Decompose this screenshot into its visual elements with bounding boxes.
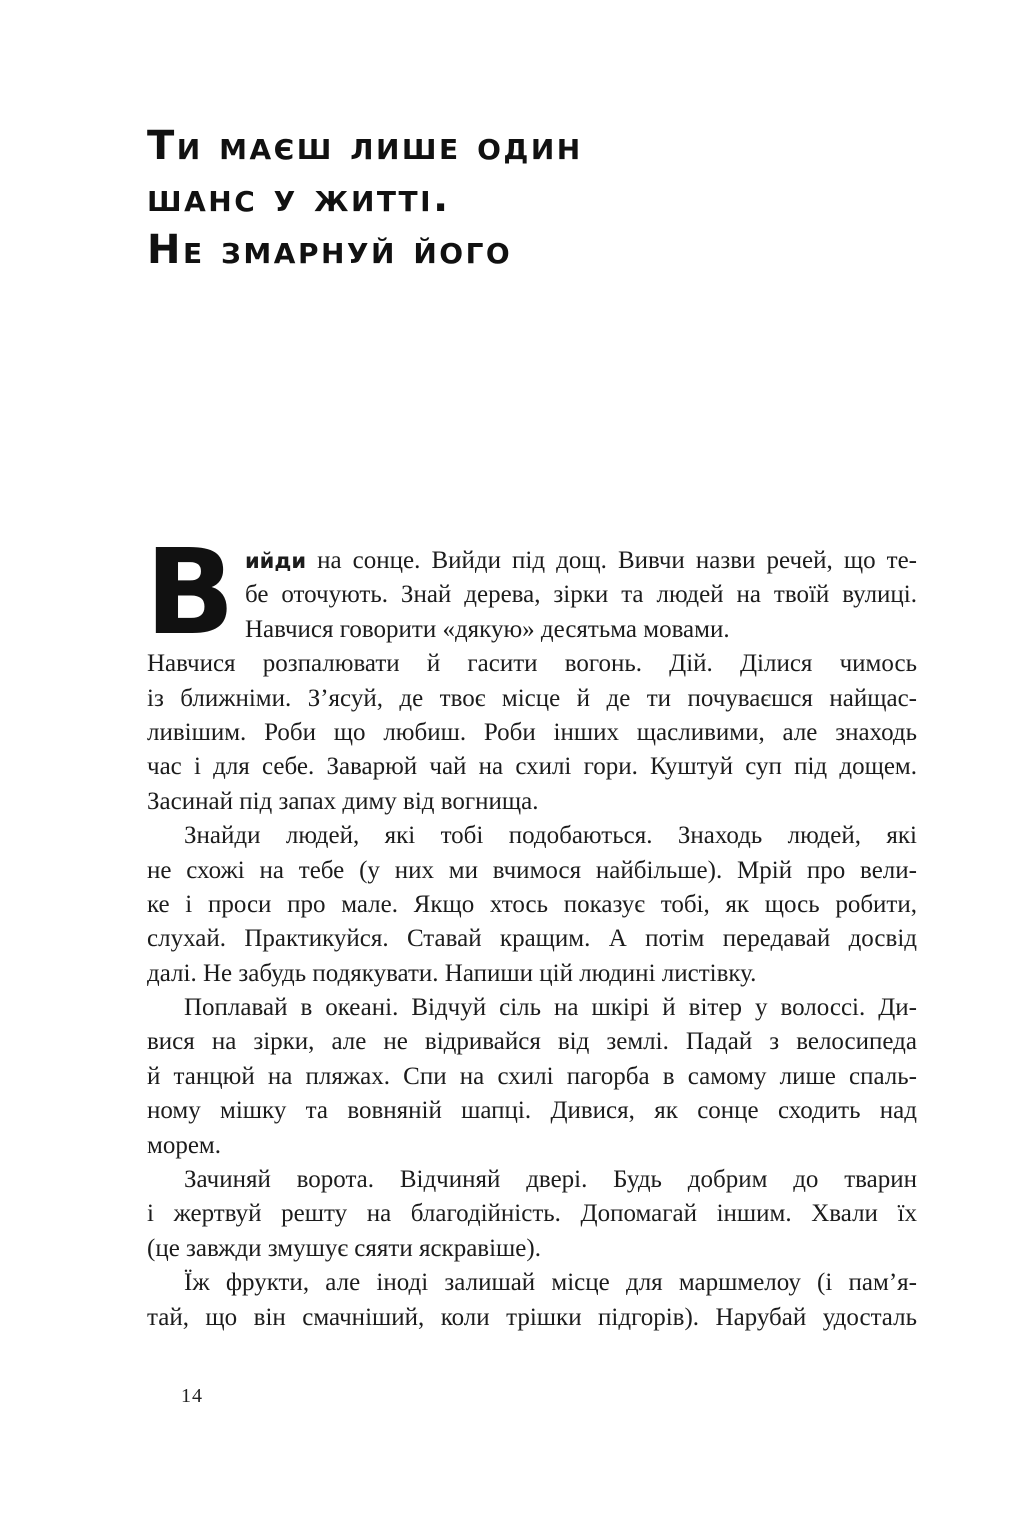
text-line-7: час і для себе. Заварюй чай на схилі гори. Куштуй суп під дощем. bbox=[147, 753, 917, 781]
text-line-12: слухай. Практикуйся. Ставай кращим. А потім передавай досвід bbox=[147, 925, 917, 953]
text-line-2: бе оточують. Знай дерева, зірки та людей на твоїй вулиці. bbox=[244, 581, 917, 609]
text-line-17: ному мішку та вовняній шапці. Дивися, як сонце сходить над bbox=[147, 1097, 917, 1125]
text-line-5: із ближніми. З’ясуй, де твоє місце й де ти почуваєшся найщас- bbox=[147, 684, 917, 712]
text-line-8: Засинай під запах диму від вогнища. bbox=[147, 787, 539, 815]
chapter-title bbox=[147, 120, 947, 276]
chapter-title-line-1: Ти маєш лише один bbox=[147, 123, 583, 169]
first-line-rest: на сонце. Вийди під дощ. Вивчи назви речей, що те- bbox=[306, 547, 917, 574]
text-line-1 bbox=[147, 544, 917, 578]
text-line-14: Поплавай в океані. Відчуй сіль на шкірі й вітер у волоссі. Ди- bbox=[184, 994, 917, 1022]
text-line-21: (це завжди змушує сяяти яскравіше). bbox=[147, 1234, 541, 1262]
text-line-9: Знайди людей, які тобі подобаються. Знаходь людей, які bbox=[184, 822, 917, 850]
text-line-20: і жертвуй решту на благодійність. Допомагай іншим. Хвали їх bbox=[147, 1200, 917, 1228]
text-line-15: вися на зірки, але не відривайся від землі. Падай з велосипеда bbox=[147, 1028, 917, 1056]
text-line-16: й танцюй на пляжах. Спи на схилі пагорба в самому лише спаль- bbox=[147, 1062, 917, 1090]
text-line-13: далі. Не забудь подякувати. Напиши цій людині листівку. bbox=[147, 959, 757, 987]
text-line-4: Навчися розпалювати й гасити вогонь. Дій. Ділися чимось bbox=[147, 650, 917, 678]
text-line-10: не схожі на тебе (у них ми вчимося найбільше). Мрій про вели- bbox=[147, 856, 917, 884]
text-line-22: Їж фрукти, але іноді залишай місце для маршмелоу (і пам’я- bbox=[184, 1269, 917, 1297]
text-line-6: ливішим. Роби що любиш. Роби інших щасливими, але знаходь bbox=[147, 718, 917, 746]
text-line-3: Навчися говорити «дякую» десятьма мовами. bbox=[244, 615, 730, 643]
drop-cap: В bbox=[145, 523, 235, 661]
text-line-18: морем. bbox=[147, 1131, 221, 1159]
body-text bbox=[145, 523, 917, 1335]
text-line-11: ке і проси про мале. Якщо хтось показує тобі, як щось робити, bbox=[147, 890, 917, 918]
lead-word: ийди bbox=[244, 549, 307, 573]
page-number: 14 bbox=[181, 1385, 203, 1407]
text-line-19: Зачиняй ворота. Відчиняй двері. Будь добрим до тварин bbox=[184, 1166, 917, 1194]
text-line-23: тай, що він смачніший, коли трішки підгорів). Нарубай удосталь bbox=[147, 1303, 917, 1331]
chapter-title-line-2: шанс у житті. bbox=[147, 175, 451, 221]
chapter-title-line-3: Не змарнуй його bbox=[147, 227, 513, 273]
